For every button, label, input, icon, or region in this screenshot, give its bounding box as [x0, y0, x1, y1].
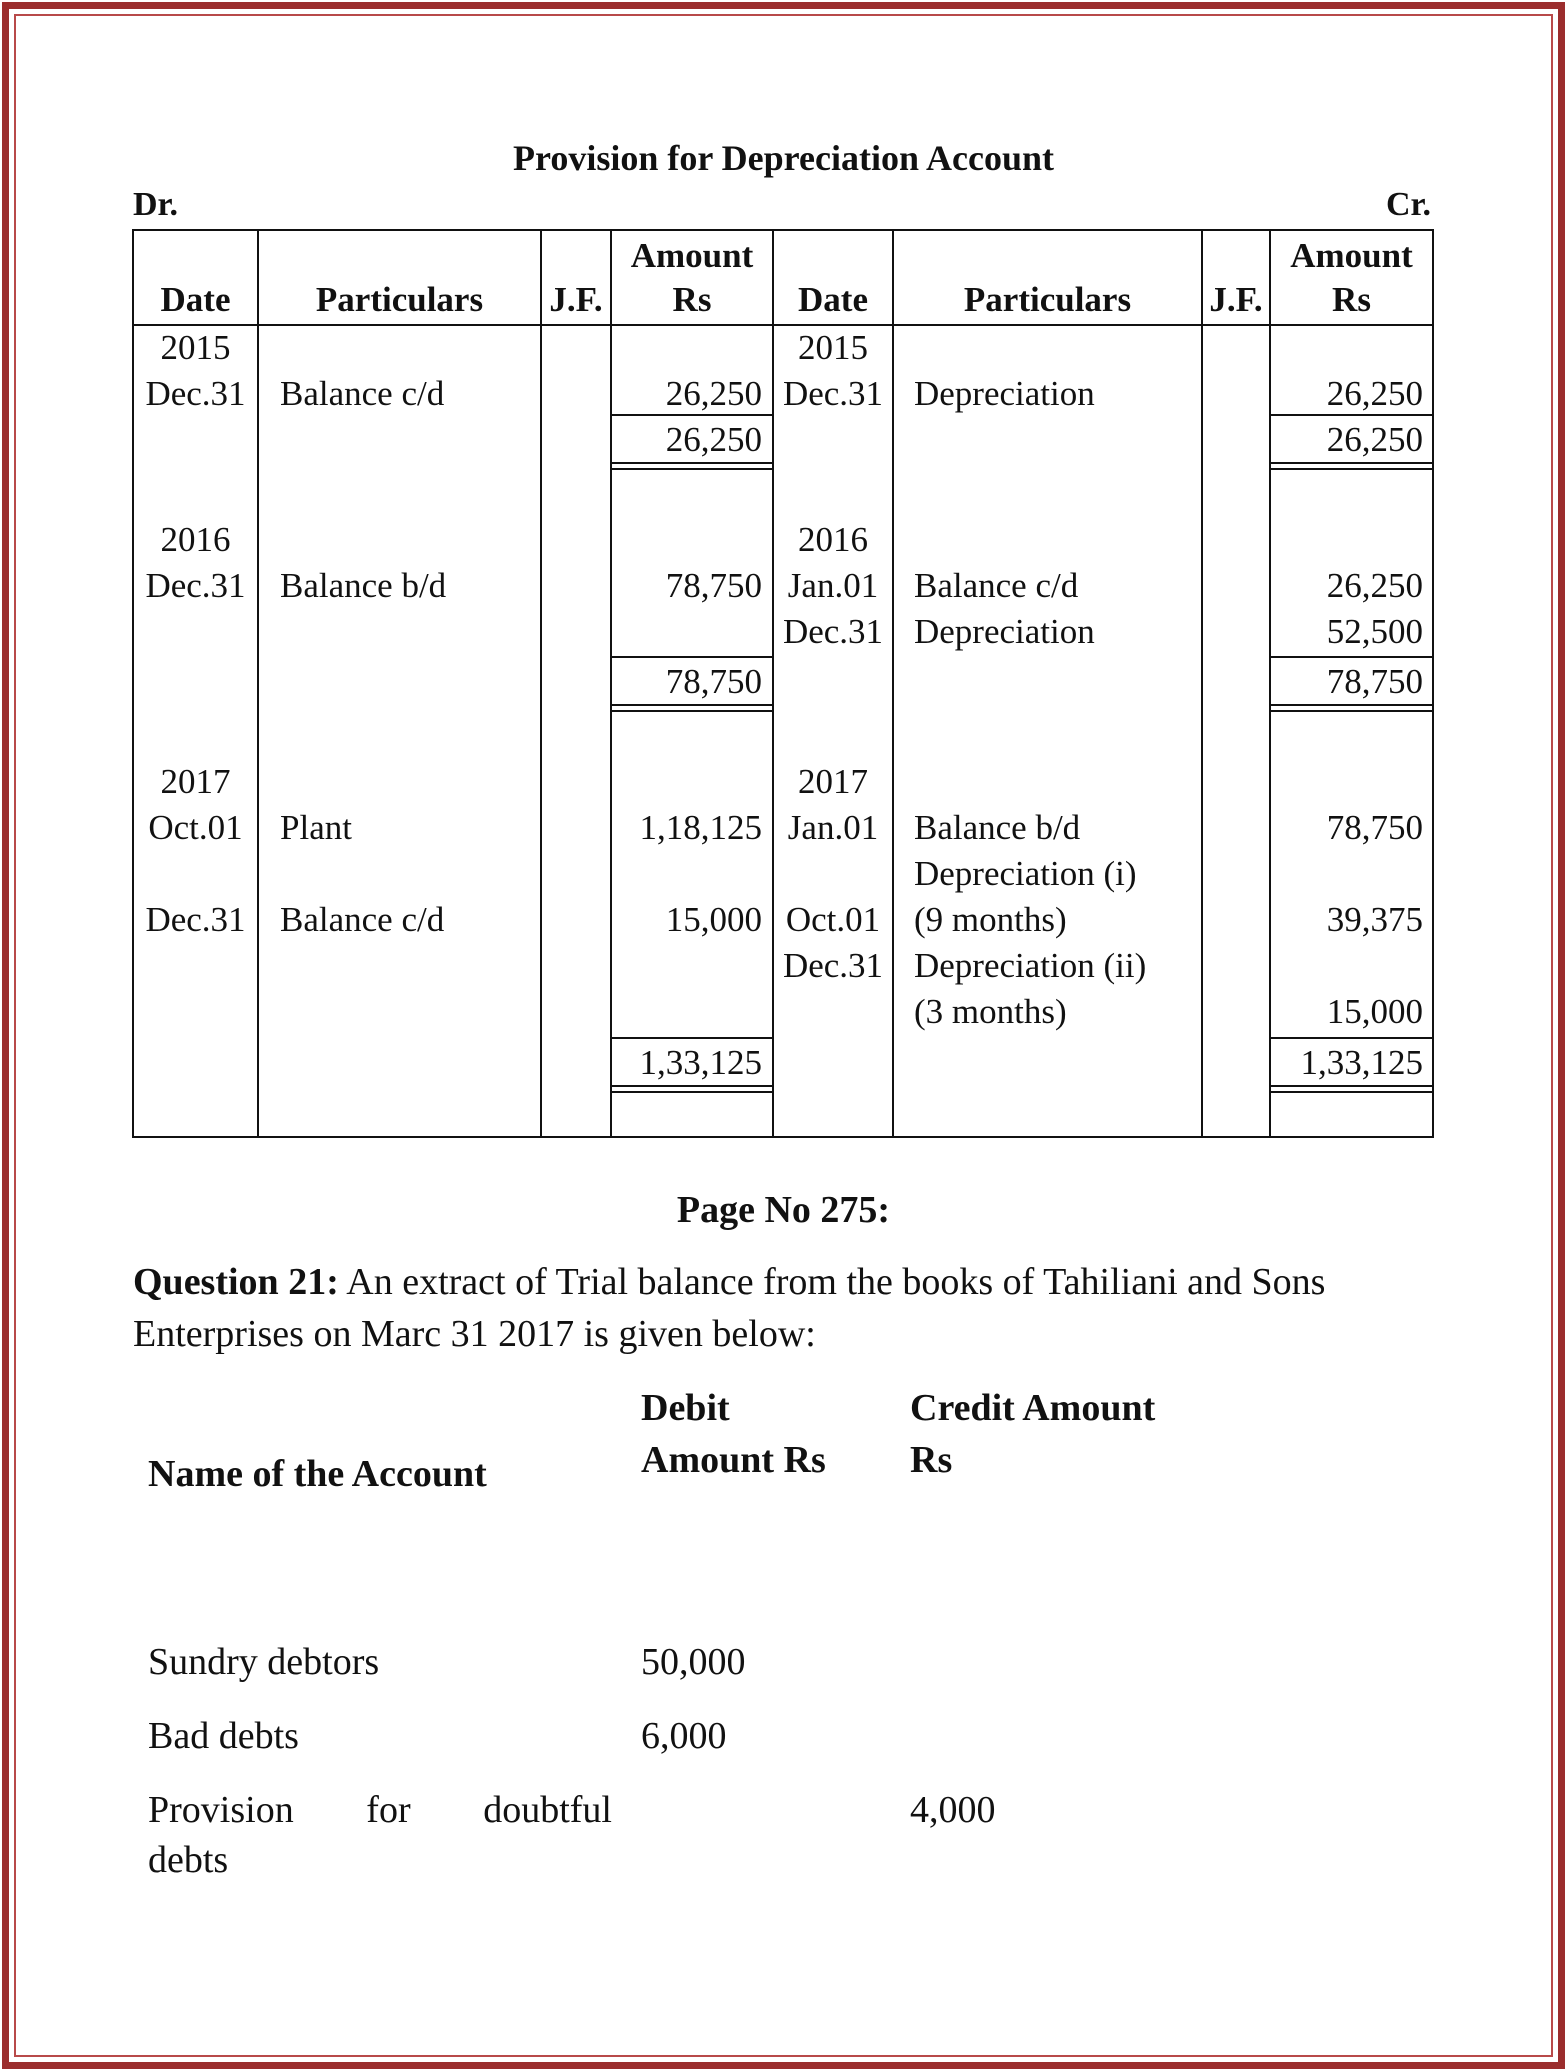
tb-header-credit-unit: Rs: [910, 1439, 953, 1481]
total-cell: 1,33,125: [639, 1043, 762, 1082]
amount-cell: 78,750: [665, 566, 762, 605]
ledger-border: [132, 229, 1434, 231]
question-body: An extract of Trial balance from the books of Tahiliani and Sons Enterprises on Marc 31 2017 is given below:: [133, 1261, 1326, 1355]
tb-row-name-word: for: [366, 1789, 411, 1831]
amount-cell: 26,250: [1326, 374, 1423, 413]
total-rule: [610, 656, 774, 658]
amount-cell: 26,250: [1326, 566, 1423, 605]
header-particulars: Particulars: [963, 280, 1132, 319]
particulars-cell: Balance b/d: [914, 808, 1081, 847]
header-date: Date: [160, 280, 231, 319]
particulars-cell: Plant: [280, 808, 352, 847]
particulars-cell: Depreciation: [914, 374, 1095, 413]
date-cell: Dec.31: [782, 374, 884, 413]
header-date: Date: [798, 280, 868, 319]
date-cell: Dec.31: [782, 946, 884, 985]
particulars-cell: (3 months): [914, 992, 1067, 1031]
amount-cell: 52,500: [1326, 612, 1423, 651]
amount-cell: 39,375: [1326, 900, 1423, 939]
date-cell: Dec.31: [145, 374, 246, 413]
tb-header-name: Name of the Account: [148, 1453, 487, 1495]
total-cell: 26,250: [1326, 420, 1423, 459]
total-rule: [1269, 1037, 1434, 1039]
date-cell: Oct.01: [785, 900, 881, 939]
total-cell: 78,750: [1326, 662, 1423, 701]
date-cell: Jan.01: [787, 566, 879, 605]
total-rule: [610, 468, 774, 470]
year-cell: 2017: [160, 762, 231, 801]
date-cell: Oct.01: [148, 808, 243, 847]
tb-row-credit: 4,000: [910, 1789, 996, 1831]
question-text: [133, 1256, 1443, 1360]
ledger-border: [1432, 229, 1434, 1138]
total-rule: [610, 710, 774, 712]
year-cell: 2016: [160, 520, 231, 559]
tb-row-name: [148, 1784, 612, 1836]
total-cell: 78,750: [665, 662, 762, 701]
date-cell: Jan.01: [787, 808, 879, 847]
tb-row-debit: 50,000: [641, 1641, 746, 1683]
credit-side-label: Cr.: [1385, 186, 1431, 223]
amount-cell: 15,000: [1326, 992, 1423, 1031]
header-amount-unit: Rs: [672, 280, 712, 319]
year-cell: 2015: [160, 328, 231, 367]
header-jf: J.F.: [1209, 280, 1263, 319]
tb-row-name-word: doubtful: [483, 1789, 612, 1831]
total-rule: [610, 1037, 774, 1039]
header-amount: Amount: [1290, 236, 1413, 275]
total-rule: [1269, 656, 1434, 658]
total-cell: 26,250: [665, 420, 762, 459]
debit-side-label: Dr.: [133, 186, 179, 223]
tb-row-name-word: Provision: [148, 1789, 294, 1831]
amount-cell: 78,750: [1326, 808, 1423, 847]
column-divider: [1201, 229, 1203, 1138]
total-rule: [1269, 468, 1434, 470]
year-cell: 2017: [798, 762, 868, 801]
total-rule: [1269, 710, 1434, 712]
particulars-cell: Balance c/d: [280, 374, 445, 413]
total-rule: [610, 1091, 774, 1093]
amount-cell: 26,250: [665, 374, 762, 413]
tb-header-credit: Credit Amount: [910, 1387, 1156, 1429]
year-cell: 2016: [798, 520, 868, 559]
particulars-cell: Balance c/d: [914, 566, 1079, 605]
particulars-cell: Depreciation: [914, 612, 1095, 651]
column-divider: [540, 229, 542, 1138]
column-divider: [257, 229, 259, 1138]
ledger-border: [132, 1136, 1434, 1138]
column-divider: [892, 229, 894, 1138]
amount-cell: 1,18,125: [639, 808, 762, 847]
tb-row-name: Bad debts: [148, 1715, 299, 1757]
total-cell: 1,33,125: [1300, 1043, 1423, 1082]
header-jf: J.F.: [549, 280, 603, 319]
ledger-title: Provision for Depreciation Account: [513, 138, 1054, 178]
particulars-cell: (9 months): [914, 900, 1067, 939]
header-particulars: Particulars: [315, 280, 484, 319]
header-amount-unit: Rs: [1332, 280, 1371, 319]
provision-depreciation-ledger: [132, 229, 1434, 1138]
date-cell: Dec.31: [145, 566, 246, 605]
particulars-cell: Depreciation (i): [914, 854, 1137, 893]
year-cell: 2015: [798, 328, 868, 367]
tb-header-debit-unit: Amount Rs: [641, 1439, 826, 1481]
header-amount: Amount: [630, 236, 754, 275]
tb-row-name-continued: debts: [148, 1839, 229, 1881]
particulars-cell: Balance c/d: [280, 900, 445, 939]
tb-row-name: Sundry debtors: [148, 1641, 380, 1683]
particulars-cell: Balance b/d: [280, 566, 447, 605]
tb-header-debit: Debit: [641, 1387, 730, 1429]
total-rule: [1269, 1091, 1434, 1093]
amount-cell: 15,000: [665, 900, 762, 939]
date-cell: Dec.31: [782, 612, 884, 651]
particulars-cell: Depreciation (ii): [914, 946, 1147, 985]
date-cell: Dec.31: [145, 900, 246, 939]
tb-row-debit: 6,000: [641, 1715, 727, 1757]
question-label: Question 21:: [133, 1261, 339, 1303]
page-number-heading: Page No 275:: [676, 1189, 891, 1231]
